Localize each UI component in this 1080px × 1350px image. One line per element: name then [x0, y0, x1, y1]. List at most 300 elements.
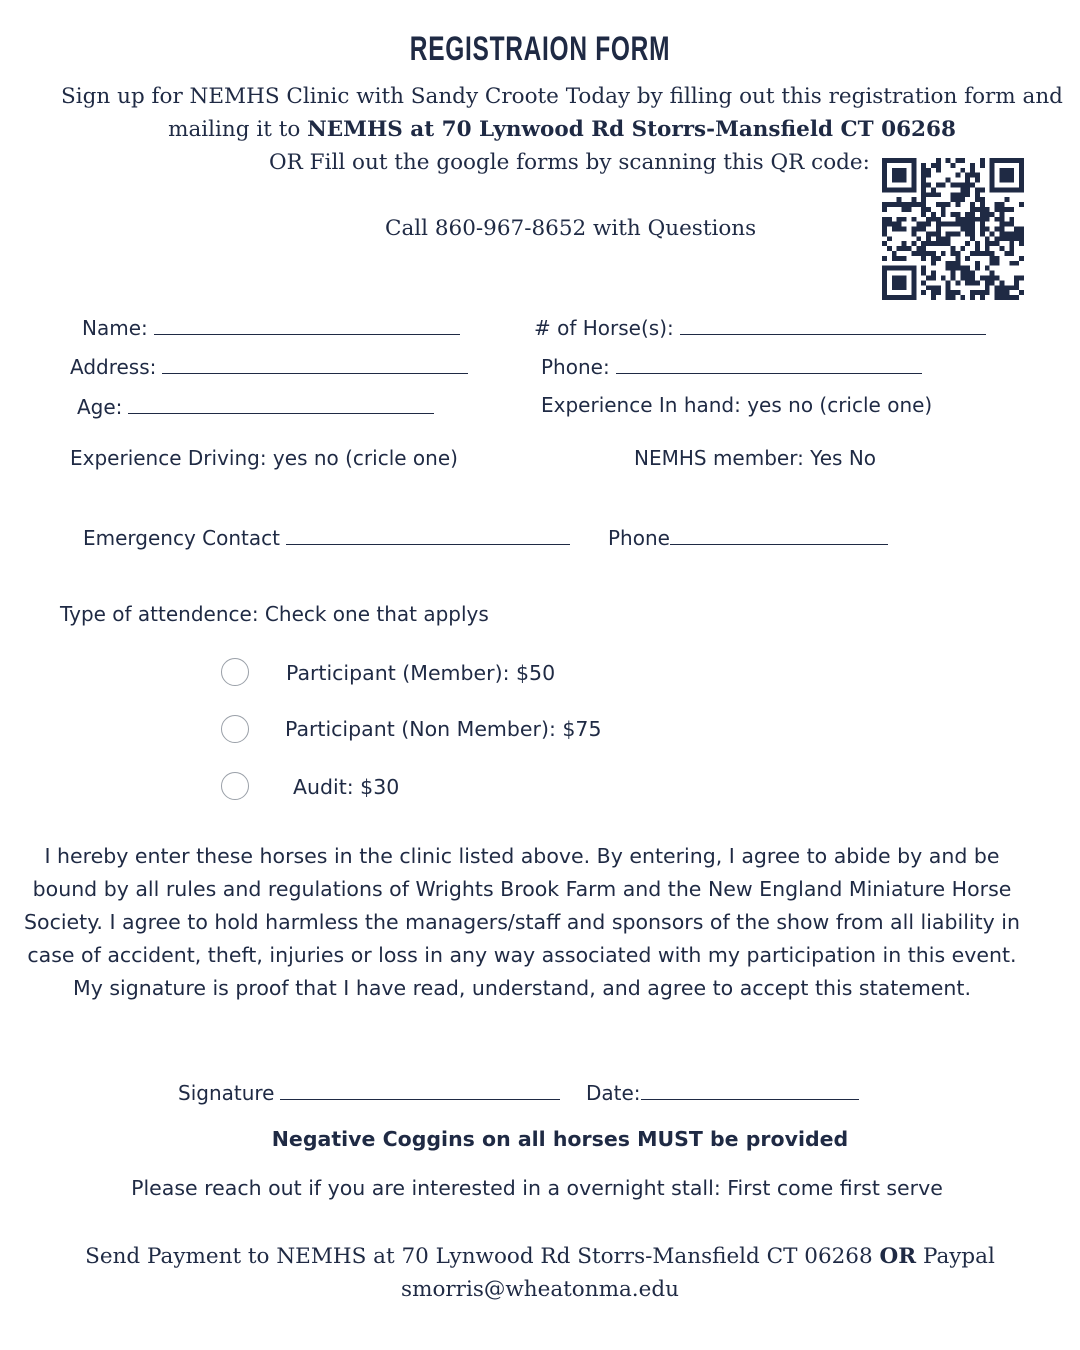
paypal-email[interactable]: smorris@wheatonma.edu [401, 1277, 679, 1302]
qr-module [1009, 231, 1014, 236]
qr-module [906, 187, 911, 192]
qr-module [902, 173, 907, 178]
qr-module [906, 266, 911, 271]
name-blank[interactable] [154, 314, 460, 335]
qr-module [916, 236, 921, 241]
qr-module [965, 178, 970, 183]
qr-module [926, 276, 931, 281]
qr-module [936, 231, 941, 236]
phone-label: Phone: [541, 355, 610, 379]
qr-module [980, 227, 985, 232]
emergency-phone-field[interactable] [608, 524, 888, 550]
qr-module [911, 158, 916, 163]
qr-module [902, 246, 907, 251]
qr-module [1014, 280, 1019, 285]
qr-module [951, 212, 956, 217]
qr-module [990, 163, 995, 168]
attendance-heading: Type of attendence: Check one that applys [60, 602, 489, 626]
qr-module [1000, 212, 1005, 217]
qr-module [906, 202, 911, 207]
qr-module [926, 168, 931, 173]
qr-module [951, 261, 956, 266]
qr-module [965, 192, 970, 197]
qr-module [902, 227, 907, 232]
qr-module [951, 163, 956, 168]
qr-module [902, 207, 907, 212]
qr-module [882, 158, 887, 163]
qr-module [946, 202, 951, 207]
qr-module [902, 158, 907, 163]
qr-module [970, 231, 975, 236]
qr-module [1000, 246, 1005, 251]
phone-field[interactable] [541, 353, 922, 379]
qr-module [1009, 246, 1014, 251]
qr-module [921, 163, 926, 168]
qr-module [931, 271, 936, 276]
qr-module [897, 227, 902, 232]
qr-module [1000, 217, 1005, 222]
qr-module [921, 251, 926, 256]
qr-module [951, 251, 956, 256]
radio-participant-member[interactable] [221, 658, 249, 686]
qr-module [1009, 251, 1014, 256]
qr-module [1000, 178, 1005, 183]
qr-module [911, 251, 916, 256]
nemhs-member[interactable]: NEMHS member: Yes No [634, 446, 877, 470]
qr-module [882, 227, 887, 232]
qr-module [897, 280, 902, 285]
qr-module [995, 187, 1000, 192]
qr-module [946, 236, 951, 241]
qr-module [975, 266, 980, 271]
page-title: REGISTRAION FORM [409, 30, 671, 68]
qr-module [897, 187, 902, 192]
qr-module [882, 266, 887, 271]
qr-module [990, 231, 995, 236]
qr-module [1019, 241, 1024, 246]
qr-module [897, 256, 902, 261]
qr-module [892, 173, 897, 178]
qr-module [931, 187, 936, 192]
qr-module [936, 285, 941, 290]
qr-module [965, 182, 970, 187]
qr-module [960, 266, 965, 271]
qr-module [931, 276, 936, 281]
qr-module [1000, 222, 1005, 227]
qr-module [882, 271, 887, 276]
qr-module [970, 271, 975, 276]
qr-module [990, 271, 995, 276]
qr-module [951, 246, 956, 251]
qr-module [955, 197, 960, 202]
qr-module [931, 212, 936, 217]
qr-module [936, 227, 941, 232]
qr-module [960, 217, 965, 222]
qr-module [1014, 285, 1019, 290]
qr-module [897, 276, 902, 281]
qr-module [955, 182, 960, 187]
qr-module [897, 202, 902, 207]
qr-module [902, 266, 907, 271]
qr-module [995, 276, 1000, 281]
horses-label: # of Horse(s): [534, 316, 674, 340]
qr-module [980, 187, 985, 192]
age-field[interactable] [77, 393, 434, 419]
qr-module [926, 231, 931, 236]
payment-or: OR [879, 1244, 917, 1269]
qr-module [921, 256, 926, 261]
qr-module [1004, 168, 1009, 173]
qr-module [926, 207, 931, 212]
qr-module [946, 285, 951, 290]
qr-module [980, 207, 985, 212]
qr-module [897, 222, 902, 227]
address-field[interactable] [70, 353, 468, 379]
emergency-contact-label: Emergency Contact [83, 526, 280, 550]
radio-participant-non-member[interactable] [221, 715, 249, 743]
intro-line-1: Sign up for NEMHS Clinic with Sandy Croote Today by filling out this registration form and [61, 84, 1063, 109]
qr-module [921, 266, 926, 271]
option-participant-member: Participant (Member): $50 [286, 661, 556, 685]
qr-module [975, 197, 980, 202]
qr-module [1004, 295, 1009, 300]
qr-module [882, 163, 887, 168]
signature-blank[interactable] [280, 1079, 560, 1100]
qr-module [995, 285, 1000, 290]
qr-module [1019, 178, 1024, 183]
qr-module [975, 192, 980, 197]
qr-module [975, 173, 980, 178]
qr-module [1009, 187, 1014, 192]
qr-module [1000, 202, 1005, 207]
qr-module [995, 227, 1000, 232]
qr-module [931, 261, 936, 266]
qr-module [911, 187, 916, 192]
qr-module [936, 217, 941, 222]
qr-module [926, 182, 931, 187]
qr-module [1009, 158, 1014, 163]
qr-module [1009, 236, 1014, 241]
qr-module [892, 295, 897, 300]
qr-module [892, 158, 897, 163]
qr-module [1019, 187, 1024, 192]
qr-module [892, 251, 897, 256]
qr-module [882, 285, 887, 290]
qr-module [897, 158, 902, 163]
qr-module [1000, 158, 1005, 163]
qr-module [941, 202, 946, 207]
qr-module [975, 217, 980, 222]
qr-module [980, 197, 985, 202]
qr-module [955, 231, 960, 236]
qr-module [902, 285, 907, 290]
qr-module [960, 295, 965, 300]
qr-module [916, 227, 921, 232]
qr-module [965, 222, 970, 227]
qr-module [965, 280, 970, 285]
qr-module [1009, 241, 1014, 246]
qr-module [882, 178, 887, 183]
qr-module [897, 246, 902, 251]
qr-module [902, 280, 907, 285]
qr-module [887, 222, 892, 227]
emergency-contact-blank[interactable] [286, 524, 570, 545]
qr-module [980, 217, 985, 222]
qr-module [1019, 158, 1024, 163]
qr-module [1014, 295, 1019, 300]
qr-module [911, 178, 916, 183]
qr-module [1000, 280, 1005, 285]
qr-module [902, 178, 907, 183]
qr-module [946, 280, 951, 285]
qr-module [892, 276, 897, 281]
qr-module [887, 236, 892, 241]
qr-module [1004, 290, 1009, 295]
qr-module [965, 266, 970, 271]
qr-module [892, 222, 897, 227]
qr-code-icon[interactable] [882, 158, 1024, 300]
qr-module [960, 187, 965, 192]
option-participant-non-member: Participant (Non Member): $75 [285, 717, 602, 741]
qr-module [911, 173, 916, 178]
qr-module [946, 295, 951, 300]
qr-module [990, 173, 995, 178]
experience-driving[interactable]: Experience Driving: yes no (cricle one) [70, 446, 458, 470]
name-label: Name: [82, 316, 148, 340]
qr-module [1004, 285, 1009, 290]
qr-module [990, 212, 995, 217]
qr-module [916, 251, 921, 256]
qr-module [921, 182, 926, 187]
qr-module [882, 182, 887, 187]
qr-module [936, 163, 941, 168]
qr-module [926, 241, 931, 246]
qr-module [970, 227, 975, 232]
qr-module [975, 261, 980, 266]
qr-module [990, 178, 995, 183]
qr-module [921, 246, 926, 251]
qr-module [951, 192, 956, 197]
payment-suffix: Paypal [916, 1244, 995, 1269]
qr-module [985, 236, 990, 241]
qr-module [965, 241, 970, 246]
radio-audit[interactable] [221, 772, 249, 800]
qr-module [892, 266, 897, 271]
mailing-address: NEMHS at 70 Lynwood Rd Storrs-Mansfield CT 06268 [307, 117, 956, 142]
qr-module [926, 192, 931, 197]
qr-module [941, 251, 946, 256]
qr-module [882, 295, 887, 300]
qr-module [1004, 207, 1009, 212]
qr-module [897, 295, 902, 300]
qr-module [1014, 261, 1019, 266]
qr-module [887, 202, 892, 207]
qr-module [902, 202, 907, 207]
emergency-phone-label: Phone [608, 526, 670, 550]
emergency-contact-field[interactable] [83, 524, 570, 550]
qr-module [975, 246, 980, 251]
qr-module [980, 212, 985, 217]
qr-module [936, 256, 941, 261]
name-field[interactable] [82, 314, 460, 340]
qr-module [931, 163, 936, 168]
qr-module [931, 295, 936, 300]
qr-module [911, 295, 916, 300]
qr-module [946, 222, 951, 227]
phone-blank[interactable] [616, 353, 922, 374]
option-audit: Audit: $30 [293, 775, 400, 799]
qr-module [975, 251, 980, 256]
qr-module [995, 158, 1000, 163]
qr-module [916, 202, 921, 207]
qr-module [902, 168, 907, 173]
qr-module [960, 158, 965, 163]
waiver-statement: I hereby enter these horses in the clinic listed above. By entering, I agree to abide by and be bound by all rules and regulations of Wrights Brook Farm and the New England Miniature Horse Society. I agree to hold harmless the managers/staff and sponsors of the show from all liability in case of accident, theft, injuries or loss in any way associated with my participation in this event. My signature is proof that I have read, understand, and agree to accept this statement. [24, 844, 1020, 1000]
qr-module [990, 256, 995, 261]
qr-module [985, 266, 990, 271]
qr-module [965, 227, 970, 232]
qr-module [921, 271, 926, 276]
qr-module [1004, 222, 1009, 227]
qr-module [906, 207, 911, 212]
qr-module [941, 241, 946, 246]
qr-module [980, 202, 985, 207]
qr-module [951, 222, 956, 227]
qr-module [926, 222, 931, 227]
qr-module [1004, 197, 1009, 202]
date-field[interactable] [586, 1079, 859, 1105]
horses-field[interactable] [534, 314, 986, 340]
qr-module [951, 231, 956, 236]
qr-module [985, 285, 990, 290]
qr-module [911, 280, 916, 285]
qr-module [921, 222, 926, 227]
qr-module [990, 182, 995, 187]
qr-module [911, 182, 916, 187]
qr-module [921, 173, 926, 178]
qr-module [887, 158, 892, 163]
qr-module [990, 261, 995, 266]
qr-module [980, 163, 985, 168]
qr-module [960, 192, 965, 197]
qr-module [946, 158, 951, 163]
qr-module [970, 202, 975, 207]
address-blank[interactable] [162, 353, 468, 374]
qr-module [995, 261, 1000, 266]
qr-module [1019, 168, 1024, 173]
horses-blank[interactable] [680, 314, 986, 335]
qr-module [941, 222, 946, 227]
qr-module [1019, 202, 1024, 207]
qr-module [995, 241, 1000, 246]
qr-module [955, 192, 960, 197]
qr-module [892, 168, 897, 173]
date-blank[interactable] [641, 1079, 859, 1100]
qr-module [990, 158, 995, 163]
qr-module [916, 222, 921, 227]
qr-module [965, 256, 970, 261]
qr-module [1009, 207, 1014, 212]
qr-module [975, 280, 980, 285]
qr-module [1009, 295, 1014, 300]
qr-module [985, 246, 990, 251]
qr-module [897, 173, 902, 178]
qr-module [902, 295, 907, 300]
qr-module [1014, 276, 1019, 281]
qr-module [970, 217, 975, 222]
intro-line-3: OR Fill out the google forms by scanning this QR code: [269, 150, 870, 175]
qr-module [911, 231, 916, 236]
qr-module [985, 212, 990, 217]
qr-module [1004, 178, 1009, 183]
qr-module [931, 256, 936, 261]
qr-module [965, 173, 970, 178]
qr-module [970, 290, 975, 295]
qr-module [1019, 173, 1024, 178]
qr-module [921, 227, 926, 232]
qr-module [911, 197, 916, 202]
experience-in-hand[interactable]: Experience In hand: yes no (cricle one) [541, 393, 933, 417]
qr-module [921, 192, 926, 197]
emergency-phone-blank[interactable] [670, 524, 888, 545]
qr-module [1019, 236, 1024, 241]
qr-module [931, 290, 936, 295]
qr-module [921, 241, 926, 246]
qr-module [892, 285, 897, 290]
qr-module [1019, 256, 1024, 261]
qr-module [951, 266, 956, 271]
qr-module [1009, 168, 1014, 173]
qr-module [911, 271, 916, 276]
qr-module [911, 241, 916, 246]
qr-module [887, 187, 892, 192]
qr-module [911, 217, 916, 222]
qr-module [911, 285, 916, 290]
qr-module [902, 217, 907, 222]
qr-module [936, 236, 941, 241]
qr-module [1000, 231, 1005, 236]
qr-module [906, 158, 911, 163]
qr-module [936, 158, 941, 163]
qr-module [906, 295, 911, 300]
qr-module [1009, 178, 1014, 183]
qr-module [955, 158, 960, 163]
qr-module [941, 207, 946, 212]
age-blank[interactable] [128, 393, 434, 414]
qr-module [921, 207, 926, 212]
qr-module [946, 231, 951, 236]
qr-module [1000, 285, 1005, 290]
qr-module [970, 173, 975, 178]
qr-module [887, 295, 892, 300]
qr-module [1019, 290, 1024, 295]
qr-module [921, 212, 926, 217]
qr-module [995, 207, 1000, 212]
qr-module [926, 173, 931, 178]
qr-module [897, 285, 902, 290]
qr-module [1019, 163, 1024, 168]
qr-module [887, 217, 892, 222]
qr-module [995, 290, 1000, 295]
qr-module [882, 202, 887, 207]
qr-module [931, 231, 936, 236]
qr-module [985, 251, 990, 256]
qr-module [882, 168, 887, 173]
qr-module [970, 280, 975, 285]
qr-module [911, 276, 916, 281]
qr-module [887, 246, 892, 251]
signature-field[interactable] [178, 1079, 560, 1105]
